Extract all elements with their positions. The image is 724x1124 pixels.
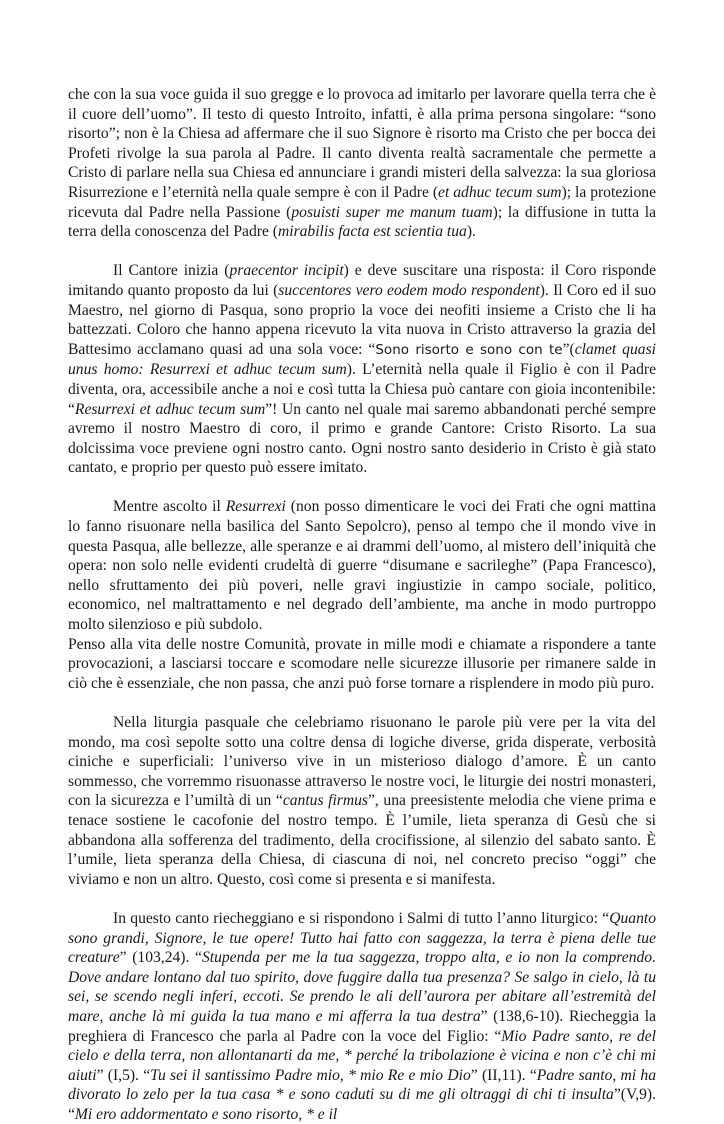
italic-latin-quote: et adhuc tecum sum <box>438 183 562 201</box>
text-run: ”, una preesistente melodia che viene prima e tenace sostiene le cacofonie del nostro tempo. È l’umile, lieta speranza di Gesù che si abbandona alla sofferenza del tradimento, della crocifissione, al silenzio del sabato santo. È l’umile, lieta speranza della Chiesa, di ciascuna di noi, nel concreto preciso “oggi” che viviamo e non un altro. Questo, così come si presenta e si manifesta. <box>68 792 656 888</box>
italic-latin-quote: Mio Padre santo, re del cielo e della terra, non allontanarti da me, * perché la tribolazione è vicina e non c’è chi mi aiuti <box>68 1027 656 1084</box>
italic-latin-quote: Quanto sono grandi, Signore, le tue opere! Tutto hai fatto con saggezza, la terra è piena delle tue creature <box>68 909 656 967</box>
text-run: Nella liturgia pasquale che celebriamo risuonano le parole più vere per la vita del mondo, ma così sepolte sotto una coltre densa di logiche diverse, grida disperate, verbosità ciniche e superficiali: l’universo vive in un misterioso dialogo d’amore. È un canto sommesso, che vorremmo risuonasse attraverso le nostre voci, le liturgie dei nostri monasteri, con la sicurezza e l’umiltà di un “ <box>68 714 656 810</box>
paragraph-cantore <box>68 261 656 478</box>
text-run: ”! Un canto nel quale mai saremo abbandonati perché sempre avremo il nostro Maestro di coro, il primo e grande Cantore: Cristo Risorto. La sua dolcissima voce previene ogni nostro canto. Ogni nostro santo desiderio in Cristo è già stato cantato, e proprio per questo può essere imitato. <box>68 400 656 477</box>
paragraph-comunita <box>68 635 656 694</box>
text-run: In questo canto riecheggiano e si rispondono i Salmi di tutto l’anno liturgico: “ <box>113 909 610 927</box>
italic-latin-quote: Stupenda per me la tua saggezza, troppo alta, e io non la comprendo. Dove andare lontano dal tuo spirito, dove fuggire dalla tua presenza? Se salgo in cielo, là tu sei, se scendo negli inferi, eccoti. Se prendo le ali dell’aurora per abitare all’estremità del mare, anche là mi guida la tua mano e mi afferra la tua destra <box>68 949 656 1025</box>
text-run: ) e deve suscitare una risposta: il Coro risponde imitando quanto proposto da lui ( <box>68 262 656 299</box>
document-page <box>68 85 656 1124</box>
text-run: Penso alla vita delle nostre Comunità, provate in mille modi e chiamate a rispondere a tante provocazioni, a lasciarsi toccare e scomodare nelle sicurezze illusorie per rimanere salde in ciò che è essenziale, che non passa, che anzi può forse tornare a risplendere in modo più puro. <box>68 635 656 692</box>
italic-latin-quote: Mi ero addormentato e sono risorto, * e il <box>74 1105 338 1123</box>
text-run: ”( <box>562 340 575 358</box>
italic-latin-quote: succentores vero eodem modo respondent <box>278 281 540 299</box>
quoted-acclamation: Sono risorto e sono con te <box>375 341 563 358</box>
text-run: Mentre ascolto il <box>113 498 226 516</box>
text-run: ”(V,9). “ <box>68 1086 656 1123</box>
text-run: ” (103,24). “ <box>119 949 202 967</box>
text-run: che con la sua voce guida il suo gregge e lo provoca ad imitarlo per lavorare quella terra che è il cuore dell’uomo”. Il testo di questo Introito, infatti, è alla prima persona singolare: “sono risorto”; non è la Chiesa ad affermare che il suo Signore è risorto ma Cristo che per bocca dei Profeti rivolge la sua parola al Padre. Il canto diventa realtà sacramentale che permette a Cristo di parlare nella sua Chiesa ed annunciare i grandi misteri della salvezza: la sua gloriosa Risurrezione e l’eternità nella quale sempre è con il Padre ( <box>68 86 656 201</box>
text-run: ). Il Coro ed il suo Maestro, nel giorno di Pasqua, sono proprio la voce dei neofiti insieme a Cristo che li ha battezzati. Coloro che hanno appena ricevuto la vita nuova in Cristo attraverso la grazia del Battesimo acclamano quasi ad una sola voce: “ <box>68 281 657 358</box>
italic-latin-quote: cantus firmus <box>282 792 368 810</box>
italic-latin-quote: Resurrexi <box>225 498 286 516</box>
italic-latin-quote: Resurrexi et adhuc tecum sum <box>74 400 266 418</box>
text-run: ). <box>466 223 476 241</box>
paragraph-liturgia-pasquale <box>68 713 656 889</box>
text-run: Il Cantore inizia ( <box>113 262 230 280</box>
paragraph-resurrexi <box>68 497 656 634</box>
paragraph-introito <box>68 85 656 242</box>
text-run: ). L’eternità nella quale il Figlio è con il Padre diventa, ora, accessibile anche a noi e così tutta la Chiesa può cantare con gioia incontenibile: “ <box>68 361 656 418</box>
paragraph-salmi <box>68 909 656 1124</box>
text-run: ” (I,5). “ <box>96 1066 151 1084</box>
italic-latin-quote: praecentor incipit <box>229 262 344 280</box>
italic-latin-quote: mirabilis facta est scientia tua <box>277 223 467 241</box>
italic-latin-quote: Padre santo, mi ha divorato lo zelo per la tua casa * e sono caduti su di me gli oltraggi di chi ti insulta <box>68 1066 656 1104</box>
text-run: ); la protezione ricevuta dal Padre nella Passione ( <box>68 183 657 221</box>
italic-latin-quote: Tu sei il santissimo Padre mio, * mio Re e mio Dio <box>150 1066 471 1084</box>
text-run: ” (II,11). “ <box>470 1066 537 1084</box>
italic-latin-quote: posuisti super me manum tuam <box>291 203 493 221</box>
text-run: ” (138,6-10). Riecheggia la preghiera di Francesco che parla al Padre con la voce del Figlio: “ <box>68 1007 656 1045</box>
italic-latin-quote: clamet quasi unus homo: Resurrexi et adhuc tecum sum <box>68 340 656 379</box>
text-run: (non posso dimenticare le voci dei Frati che ogni mattina lo fanno risuonare nella basilica del Santo Sepolcro), penso al tempo che il mondo vive in questa Pasqua, alle bellezze, alle speranze e ai drammi dell’uomo, al mistero dell’iniquità che opera: non solo nelle evidenti crudeltà di guerre “disumane e sacrileghe” (Papa Francesco), nello sfruttamento dei più poveri, nelle gravi ingiustizie in campo sociale, politico, economico, nel maltrattamento e nel degrado dell’ambiente, ma anche in modo purtroppo molto silenzioso e più subdolo. <box>68 498 656 634</box>
text-run: ); la diffusione in tutta la terra della conoscenza del Padre ( <box>68 203 656 241</box>
